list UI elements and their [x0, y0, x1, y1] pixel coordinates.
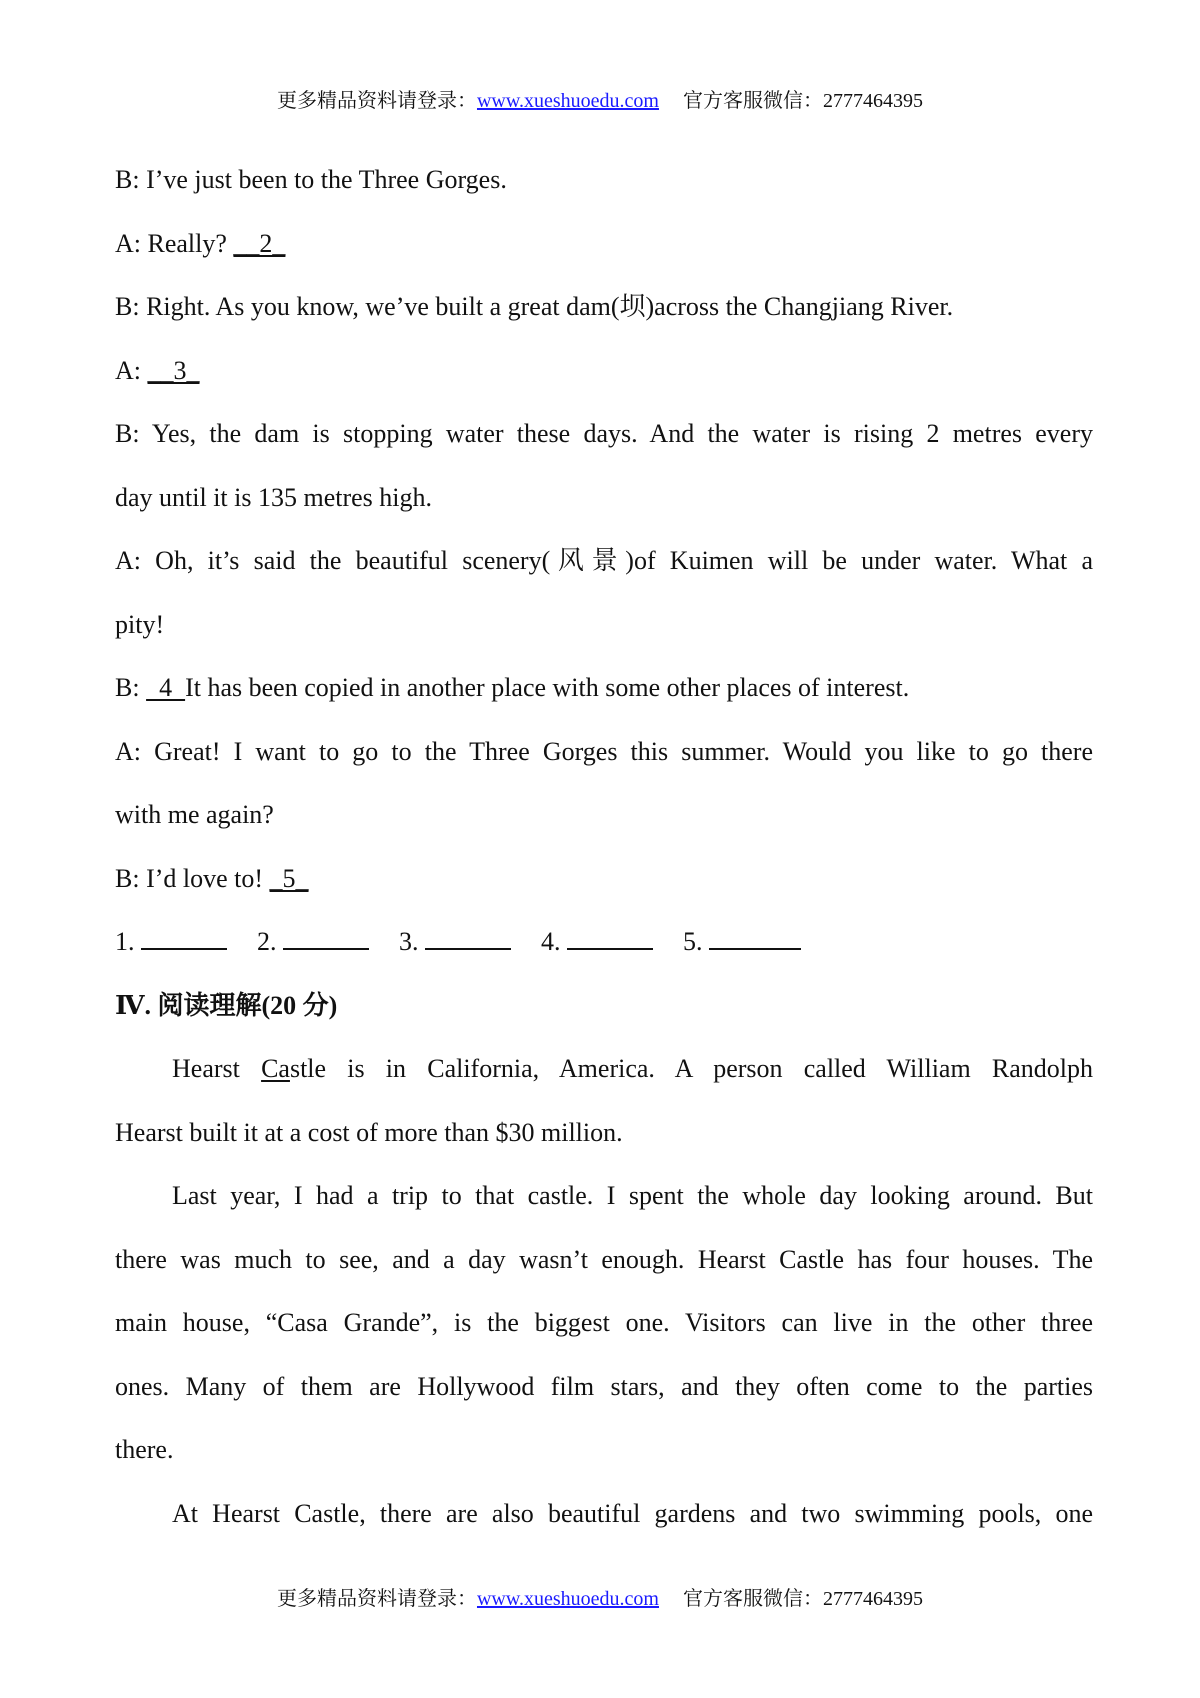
answer-item [115, 910, 227, 974]
dialogue-line-12 [115, 847, 1093, 911]
dialogue-line-1: B: I’ve just been to the Three Gorges. [115, 165, 507, 194]
section-title: Ⅳ. 阅读理解(20 分) [115, 990, 338, 1020]
blank-2: __2_ [233, 228, 286, 258]
blank-5: _5_ [269, 863, 309, 893]
answer-slot[interactable] [709, 926, 801, 950]
page-footer [0, 1587, 1200, 1611]
page-content [115, 148, 1093, 1545]
answer-slot[interactable] [567, 926, 653, 950]
blank-4: 4 [146, 673, 186, 702]
passage-text: Hearst [172, 1054, 262, 1083]
dialogue-line-6: day until it is 135 metres high. [115, 482, 433, 512]
dialogue-line-9 [115, 656, 1093, 720]
header-contact: 官方客服微信：2777464395 [683, 90, 923, 112]
answer-item [683, 910, 801, 974]
dialogue-line-2 [115, 212, 1093, 276]
answer-number: 2. [257, 927, 277, 956]
dialogue-line-10: A: Great! I want to go to the Three Gorges this summer. Would you like to go there [115, 736, 1093, 766]
dialogue-line-9-text: B: [115, 673, 147, 702]
answer-number: 5. [683, 927, 703, 956]
header-prefix: 更多精品资料请登录： [276, 90, 477, 112]
dialogue-line-4 [115, 339, 1093, 403]
passage-text: stle is in California, America. A person called William Randolph [289, 1054, 1093, 1083]
underlined-text: Ca [261, 1054, 290, 1083]
answer-slot[interactable] [141, 926, 227, 950]
passage-line: ones. Many of them are Hollywood film stars, and they often come to the parties [115, 1371, 1093, 1401]
answer-number: 4. [541, 927, 561, 956]
dialogue-line-7: A: Oh, it’s said the beautiful scenery(风景)of Kuimen will be under water. What a [115, 546, 1093, 575]
dialogue-line-5: B: Yes, the dam is stopping water these days. And the water is rising 2 metres every [115, 419, 1093, 448]
answer-item [399, 910, 511, 974]
answer-item [257, 910, 369, 974]
dialogue-line-9-rest: It has been copied in another place with some other places of interest. [185, 673, 910, 702]
passage-line: there. [115, 1435, 174, 1464]
dialogue-line-3: B: Right. As you know, we’ve built a great dam(坝)across the Changjiang River. [115, 292, 954, 321]
answer-number: 1. [115, 927, 135, 956]
passage-line: At Hearst Castle, there are also beautiful gardens and two swimming pools, one [172, 1498, 1093, 1528]
answer-row [115, 910, 1093, 974]
passage-line: main house, “Casa Grande”, is the biggest one. Visitors can live in the other three [115, 1308, 1093, 1337]
answer-number: 3. [399, 927, 419, 956]
passage-line: there was much to see, and a day wasn’t enough. Hearst Castle has four houses. The [115, 1244, 1093, 1274]
footer-link[interactable]: www.xueshuoedu.com [476, 1588, 659, 1610]
dialogue-line-11: with me again? [115, 800, 274, 829]
answer-item [541, 910, 653, 974]
header-link[interactable]: www.xueshuoedu.com [476, 90, 659, 112]
dialogue-line-12-text: B: I’d love to! [115, 863, 270, 893]
dialogue-line-8: pity! [115, 609, 165, 639]
footer-prefix: 更多精品资料请登录： [276, 1588, 477, 1610]
passage-line: Hearst built it at a cost of more than $30 million. [115, 1117, 623, 1147]
dialogue-line-4-text: A: [115, 355, 148, 385]
blank-3: __3_ [147, 355, 200, 385]
passage-line: Last year, I had a trip to that castle. I spent the whole day looking around. But [172, 1181, 1093, 1210]
page-header [0, 89, 1200, 113]
answer-slot[interactable] [425, 926, 511, 950]
dialogue-line-2-text: A: Really? [115, 228, 234, 258]
footer-contact: 官方客服微信：2777464395 [683, 1588, 923, 1610]
passage-line [115, 1037, 1093, 1101]
answer-slot[interactable] [283, 926, 369, 950]
